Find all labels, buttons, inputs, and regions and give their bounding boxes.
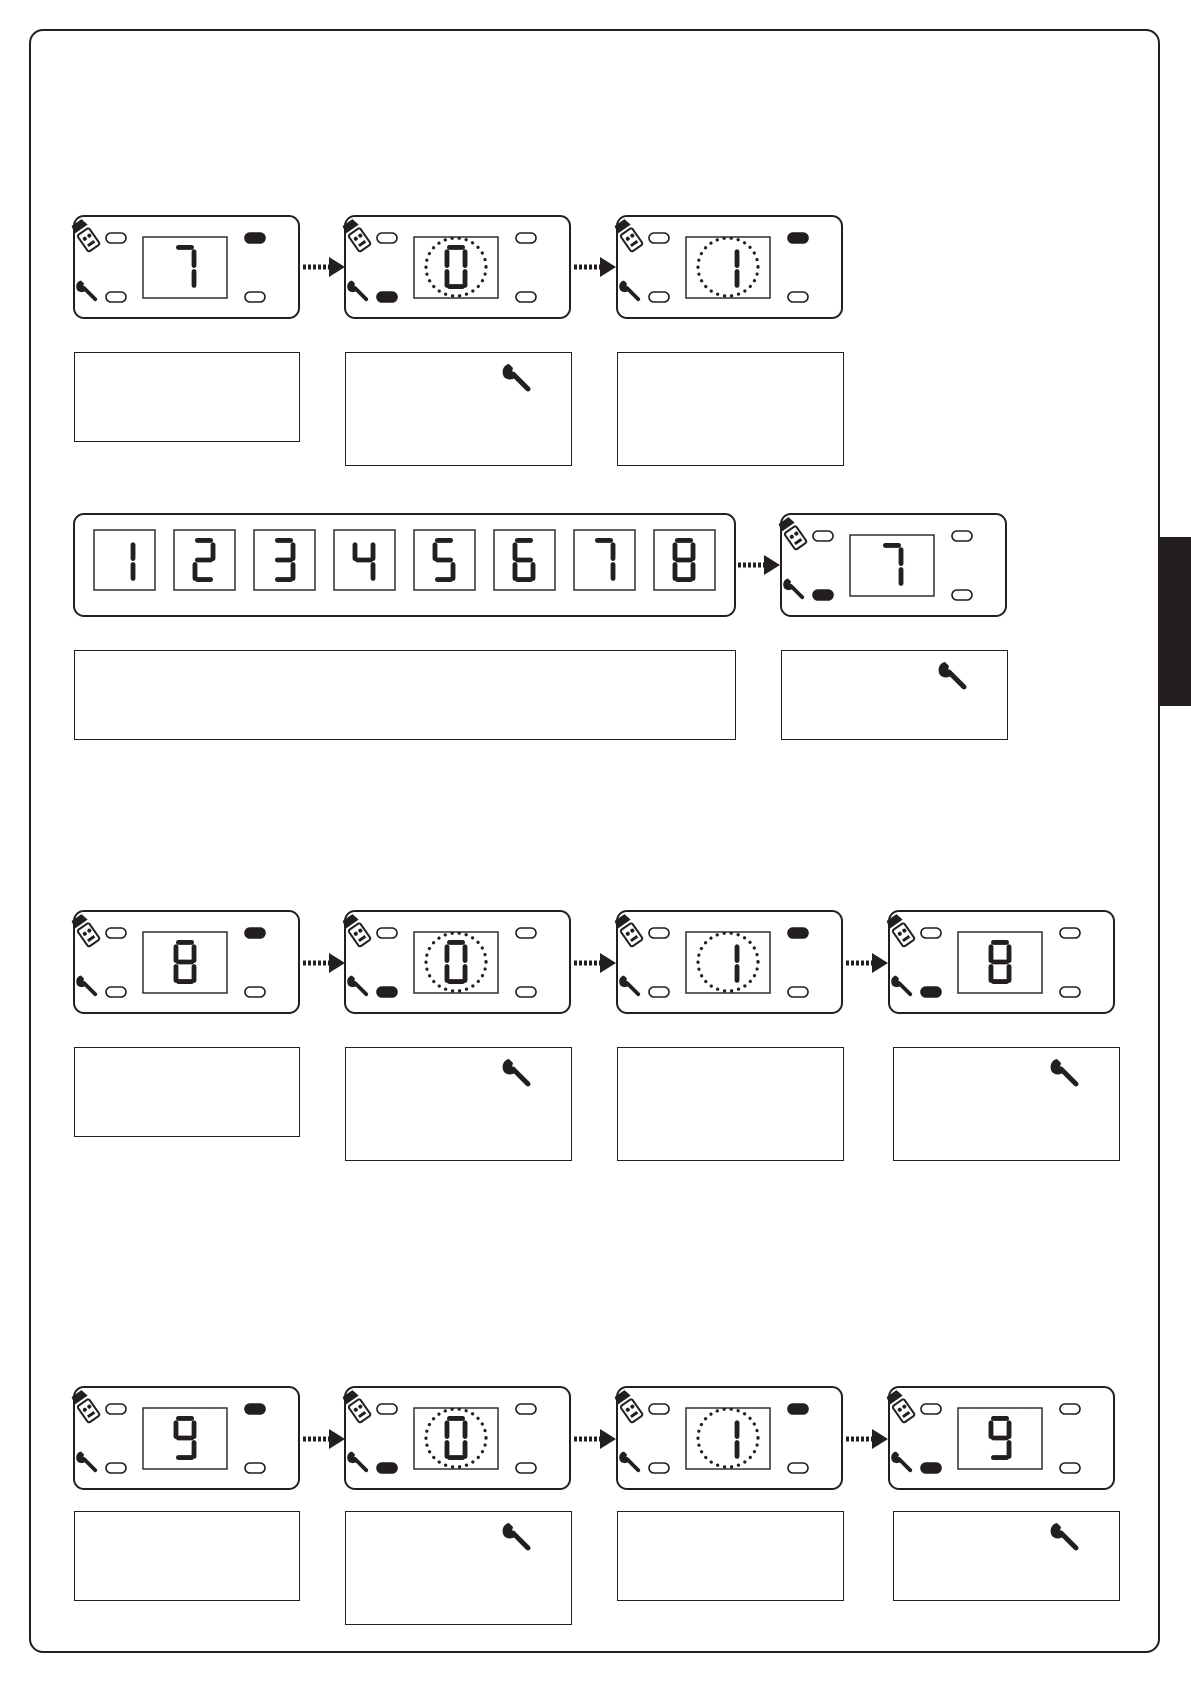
- remote-led: [377, 928, 397, 938]
- remote-led: [649, 233, 669, 243]
- status-led-top: [516, 233, 536, 243]
- wrench-led: [377, 987, 397, 997]
- status-led-top: [788, 1404, 808, 1414]
- arrow-right-icon: [574, 257, 616, 277]
- arrow-right-icon: [303, 953, 345, 973]
- caption-box-b4: [894, 1048, 1120, 1161]
- status-led-bottom: [245, 1463, 265, 1473]
- display-unit-7: [70, 216, 299, 318]
- arrow-right-icon: [303, 257, 345, 277]
- wrench-led: [649, 292, 669, 302]
- wrench-led: [649, 987, 669, 997]
- display-unit-8: [70, 911, 299, 1013]
- caption-box-b3: [618, 1048, 844, 1161]
- status-led-top: [1060, 928, 1080, 938]
- remote-led: [377, 233, 397, 243]
- arrow-right-icon: [846, 953, 888, 973]
- status-led-bottom: [788, 1463, 808, 1473]
- display-unit-1: [613, 1387, 842, 1489]
- wrench-led: [921, 987, 941, 997]
- digit-strip: [74, 514, 735, 616]
- wrench-led: [649, 1463, 669, 1473]
- status-led-bottom: [516, 1463, 536, 1473]
- arrow-right-icon: [846, 1429, 888, 1449]
- display-unit-9: [70, 1387, 299, 1489]
- display-unit-0: [341, 1387, 570, 1489]
- wrench-led: [813, 590, 833, 600]
- remote-led: [106, 1404, 126, 1414]
- wrench-led: [377, 1463, 397, 1473]
- status-led-top: [952, 531, 972, 541]
- wrench-led: [106, 1463, 126, 1473]
- caption-box-a1: [75, 353, 300, 442]
- remote-led: [377, 1404, 397, 1414]
- arrow-right-icon: [574, 953, 616, 973]
- status-led-bottom: [1060, 987, 1080, 997]
- caption-box-strip: [75, 651, 736, 740]
- status-led-bottom: [788, 292, 808, 302]
- status-led-top: [245, 1404, 265, 1414]
- display-unit-9: [885, 1387, 1114, 1489]
- display-unit-1: [613, 216, 842, 318]
- caption-box-select-7: [782, 651, 1008, 740]
- caption-box-c3: [618, 1512, 844, 1601]
- remote-led: [921, 1404, 941, 1414]
- status-led-top: [788, 233, 808, 243]
- remote-led: [649, 928, 669, 938]
- strip-digit-window: [94, 530, 155, 590]
- wrench-led: [921, 1463, 941, 1473]
- arrow-right-icon: [303, 1429, 345, 1449]
- wrench-led: [377, 292, 397, 302]
- status-led-bottom: [245, 987, 265, 997]
- status-led-bottom: [952, 590, 972, 600]
- caption-box-a2: [346, 353, 572, 466]
- status-led-top: [245, 233, 265, 243]
- caption-box-c4: [894, 1512, 1120, 1601]
- arrow-right-icon: [574, 1429, 616, 1449]
- status-led-top: [1060, 1404, 1080, 1414]
- status-led-bottom: [516, 292, 536, 302]
- display-unit-0: [341, 216, 570, 318]
- caption-box-c1: [75, 1512, 300, 1601]
- arrow-right-icon: [738, 555, 780, 575]
- status-led-top: [788, 928, 808, 938]
- wrench-led: [106, 292, 126, 302]
- wrench-led: [106, 987, 126, 997]
- display-unit-select-7: [777, 514, 1006, 616]
- status-led-bottom: [245, 292, 265, 302]
- caption-box-a3: [618, 353, 844, 466]
- status-led-bottom: [788, 987, 808, 997]
- remote-led: [649, 1404, 669, 1414]
- remote-led: [106, 233, 126, 243]
- remote-led: [106, 928, 126, 938]
- status-led-top: [516, 1404, 536, 1414]
- status-led-top: [516, 928, 536, 938]
- display-unit-0: [341, 911, 570, 1013]
- caption-box-b2: [346, 1048, 572, 1161]
- remote-led: [813, 531, 833, 541]
- status-led-top: [245, 928, 265, 938]
- caption-box-b1: [75, 1048, 300, 1137]
- status-led-bottom: [1060, 1463, 1080, 1473]
- display-unit-1: [613, 911, 842, 1013]
- remote-led: [921, 928, 941, 938]
- caption-box-c2: [346, 1512, 572, 1625]
- status-led-bottom: [516, 987, 536, 997]
- display-unit-8: [885, 911, 1114, 1013]
